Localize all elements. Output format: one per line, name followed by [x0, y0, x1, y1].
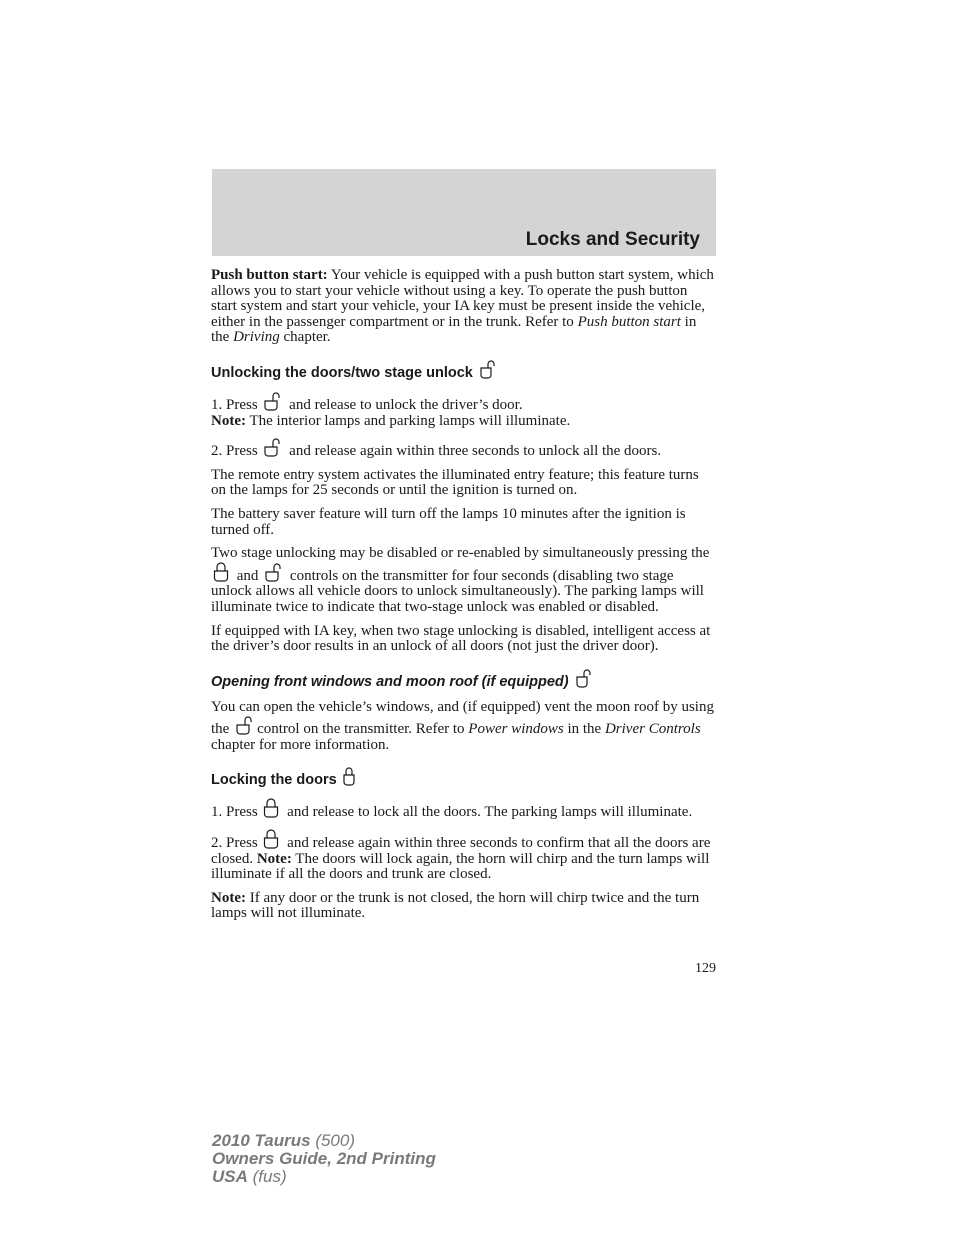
lock-button-icon [263, 829, 279, 849]
push-button-label: Push button start: [211, 267, 328, 283]
unlock-step-2: 2. Press and release again within three seconds to unlock all the doors. [211, 437, 716, 460]
lock-final-note: Note: If any door or the trunk is not closed, the horn will chirp twice and the turn lamps will not illuminate. [211, 889, 700, 922]
windows-paragraph: You can open the vehicle’s windows, and (if equipped) vent the moon roof by using the control on the transmitter. Refer to Power windows in the Driver Controls chapter for more information. [211, 698, 714, 753]
footer-guide-line: Owners Guide, 2nd Printing [212, 1149, 436, 1168]
unlock-padlock-icon [575, 668, 591, 688]
unlock-note: Note: The interior lamps and parking lamps will illuminate. [211, 412, 571, 429]
illuminated-entry-paragraph: The remote entry system activates the illuminated entry feature; this feature turns on the lamps for 25 seconds or until the ignition is turned on. [211, 466, 699, 499]
ia-key-paragraph: If equipped with IA key, when two stage unlocking is disabled, intelligent access at the driver’s door results in an unlock of all doors (not just the driver door). [211, 622, 711, 655]
footer-market-line: USA (fus) [212, 1167, 287, 1186]
lock-padlock-icon [343, 766, 355, 786]
page-content [211, 268, 716, 930]
unlock-step-1: 1. Press and release to unlock the driver’s door. [211, 391, 716, 414]
lock-button-icon [263, 798, 279, 818]
unlock-padlock-icon [479, 359, 495, 379]
push-button-paragraph: Push button start: Your vehicle is equipped with a push button start system, which allows you to start your vehicle without using a key. To operate the push button start system and start your vehicle, your IA key must be present inside the vehicle, either in the passenger compartment or in the trunk. Refer to Push button start in the Driving chapter. [211, 267, 714, 346]
lock-step-1: 1. Press and release to lock all the doors. The parking lamps will illuminate. [211, 798, 716, 821]
unlock-heading: Unlocking the doors/two stage unlock [211, 359, 716, 383]
lock-step-2: 2. Press and release again within three seconds to confirm that all the doors are closed. Note: The doors will lock again, the horn will chirp and the turn lamps will illuminate if all the doors and trunk are closed. [211, 829, 716, 883]
locking-heading: Locking the doors [211, 766, 716, 790]
page-number: 129 [695, 961, 716, 976]
windows-heading: Opening front windows and moon roof (if equipped) [211, 668, 716, 692]
footer-model-line: 2010 Taurus (500) [212, 1131, 356, 1150]
footer-imprint [212, 1132, 436, 1186]
unlock-button-icon [263, 437, 281, 457]
section-title: Locks and Security [525, 229, 700, 250]
lock-button-icon [213, 562, 229, 582]
unlock-button-icon [264, 562, 282, 582]
unlock-button-icon [263, 391, 281, 411]
section-header-bar [212, 169, 716, 256]
unlock-button-icon [235, 715, 253, 735]
two-stage-paragraph: Two stage unlocking may be disabled or re-enabled by simultaneously pressing the and controls on the transmitter for four seconds (disabling two stage unlock allows all vehicle doors to unlock simultaneously). The parking lamps will illuminate twice to indicate that two-stage unlock was enabled or disabled. [211, 545, 710, 615]
battery-saver-paragraph: The battery saver feature will turn off the lamps 10 minutes after the ignition is turned off. [211, 505, 686, 538]
